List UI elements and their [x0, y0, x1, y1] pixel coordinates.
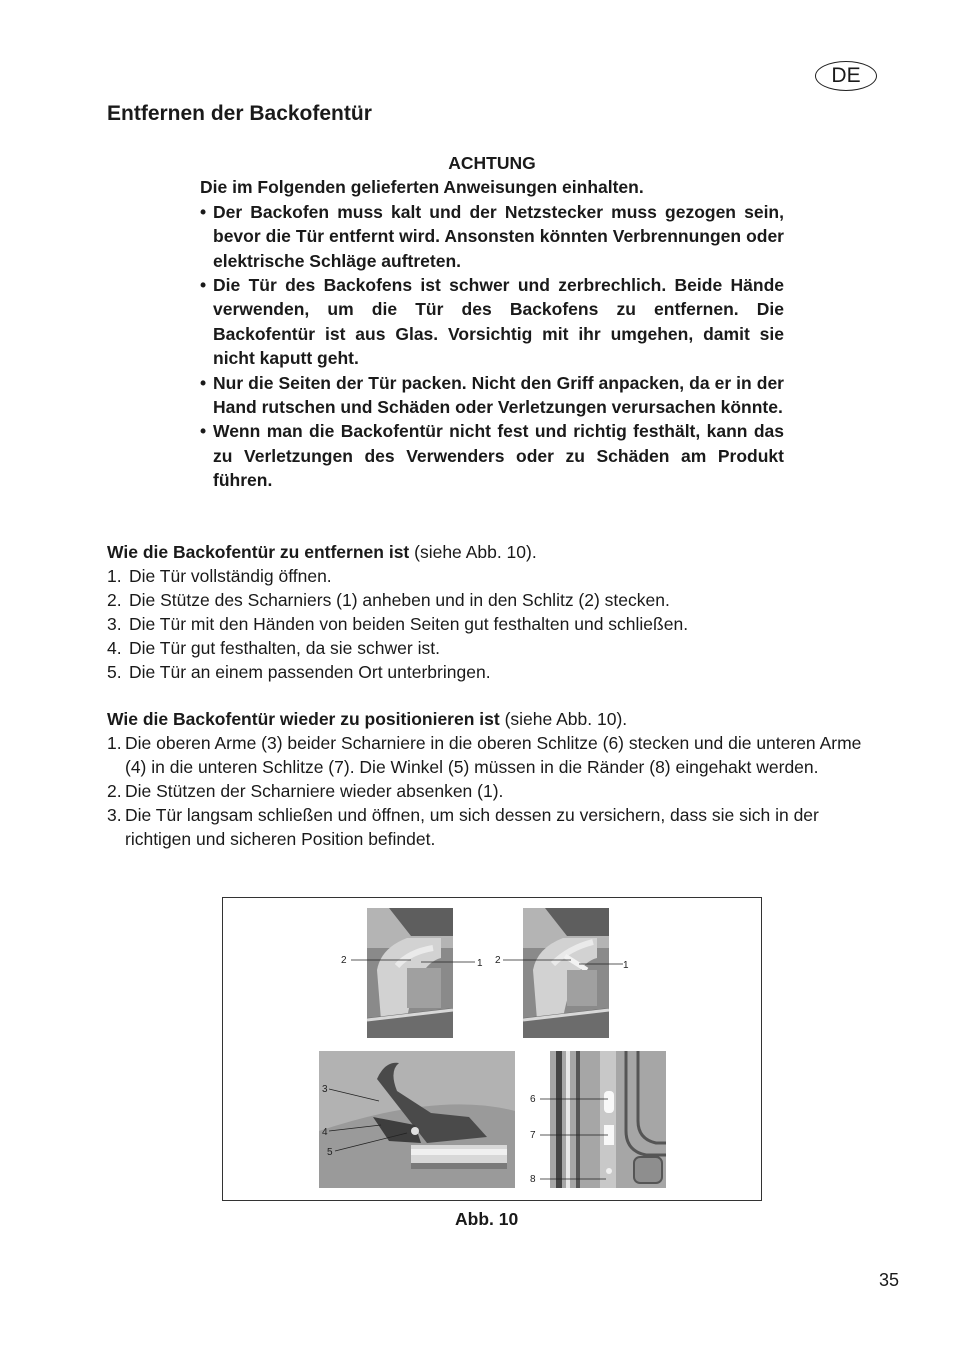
step-text: Die Stützen der Scharniere wieder absenken (1).	[125, 781, 504, 801]
warning-heading: ACHTUNG	[448, 153, 536, 173]
callout-label: 7	[530, 1130, 536, 1141]
reposition-step	[107, 803, 887, 851]
warning-list	[200, 200, 784, 493]
callout-label: 2	[341, 955, 347, 966]
step-number: 3.	[107, 805, 122, 825]
warning-box	[200, 151, 784, 493]
page-number: 35	[879, 1270, 900, 1290]
hinge-illustration	[319, 1051, 515, 1188]
remove-step	[107, 588, 887, 612]
remove-step	[107, 612, 887, 636]
warning-item-text: Nur die Seiten der Tür packen. Nicht den Griff anpacken, da er in der Hand rutschen und Schäden oder Verletzungen verursachen könnte.	[213, 372, 784, 418]
warning-item	[200, 419, 784, 492]
remove-heading-bold: Wie die Backofentür zu entfernen ist	[107, 542, 410, 562]
hinge-illustration	[493, 908, 643, 1039]
step-text: Die Tür vollständig öffnen.	[129, 566, 332, 586]
reposition-step	[107, 731, 887, 779]
callout-label: 6	[530, 1094, 536, 1105]
warning-intro: Die im Folgenden gelieferten Anweisungen einhalten.	[200, 177, 644, 198]
reposition-step	[107, 779, 887, 803]
warning-item	[200, 273, 784, 371]
step-number: 3.	[107, 614, 122, 634]
warning-item-text: Der Backofen muss kalt und der Netzstecker muss gezogen sein, bevor die Tür entfernt wird. Ansonsten könnten Verbrennungen oder elektrische Schläge auftreten.	[213, 201, 784, 271]
remove-door-section	[107, 540, 887, 684]
reposition-steps-list	[107, 731, 887, 851]
remove-step	[107, 660, 887, 684]
bullet-marker: •	[200, 201, 207, 222]
reposition-heading-bold: Wie die Backofentür wieder zu positionieren ist	[107, 709, 500, 729]
callout-label: 8	[530, 1174, 536, 1185]
language-badge: DE	[815, 61, 877, 91]
remove-steps-list	[107, 564, 887, 684]
step-text: Die oberen Arme (3) beider Scharniere in die oberen Schlitze (6) stecken und die unteren Arme (4) in die unteren Schlitze (7). Die Winkel (5) müssen in die Ränder (8) eingehakt werden.	[125, 733, 862, 777]
warning-item-text: Wenn man die Backofentür nicht fest und richtig festhält, kann das zu Verletzungen des Verwenders oder zu Schäden am Produkt führen.	[213, 421, 784, 491]
step-number: 2.	[107, 590, 122, 610]
hinge-illustration	[337, 908, 489, 1039]
step-text: Die Stütze des Scharniers (1) anheben und in den Schlitz (2) stecken.	[129, 590, 670, 610]
reposition-door-section	[107, 707, 887, 851]
figure-hinge-slots	[526, 1051, 666, 1188]
callout-label: 1	[623, 960, 629, 971]
step-text: Die Tür an einem passenden Ort unterbringen.	[129, 662, 491, 682]
figure-hinge-lifted-right	[493, 908, 643, 1039]
step-text: Die Tür langsam schließen und öffnen, um sich dessen zu versichern, dass sie sich in der richtigen und sicheren Position befindet.	[125, 805, 819, 849]
callout-label: 3	[322, 1084, 328, 1095]
warning-item	[200, 371, 784, 420]
remove-heading-ref: (siehe Abb. 10).	[409, 542, 537, 562]
remove-door-heading	[107, 540, 887, 564]
warning-item-text: Die Tür des Backofens ist schwer und zerbrechlich. Beide Hände verwenden, um die Tür des Backofens zu entfernen. Die Backofentür ist aus Glas. Vorsichtig mit ihr umgehen, damit sie nicht kaputt geht.	[213, 275, 784, 369]
callout-label: 2	[495, 955, 501, 966]
step-number: 1.	[107, 566, 122, 586]
page-title: Entfernen der Backofentür	[107, 102, 372, 125]
figure-hinge-lifted-left	[337, 908, 489, 1039]
hinge-illustration	[526, 1051, 666, 1188]
warning-item	[200, 200, 784, 273]
step-number: 2.	[107, 781, 122, 801]
remove-step	[107, 564, 887, 588]
callout-label: 1	[477, 958, 483, 969]
callout-label: 4	[322, 1127, 328, 1138]
step-text: Die Tür gut festhalten, da sie schwer ist.	[129, 638, 440, 658]
bullet-marker: •	[200, 275, 207, 296]
reposition-heading-ref: (siehe Abb. 10).	[499, 709, 628, 729]
figure-abb-10	[222, 897, 762, 1201]
reposition-door-heading	[107, 707, 887, 731]
figure-hinge-arms	[319, 1051, 515, 1188]
bullet-marker: •	[200, 372, 207, 393]
callout-label: 5	[327, 1147, 333, 1158]
step-text: Die Tür mit den Händen von beiden Seiten gut festhalten und schließen.	[129, 614, 689, 634]
step-number: 1.	[107, 733, 122, 753]
step-number: 4.	[107, 638, 122, 658]
figure-caption: Abb. 10	[455, 1209, 519, 1229]
bullet-marker: •	[200, 421, 207, 442]
step-number: 5.	[107, 662, 122, 682]
remove-step	[107, 636, 887, 660]
